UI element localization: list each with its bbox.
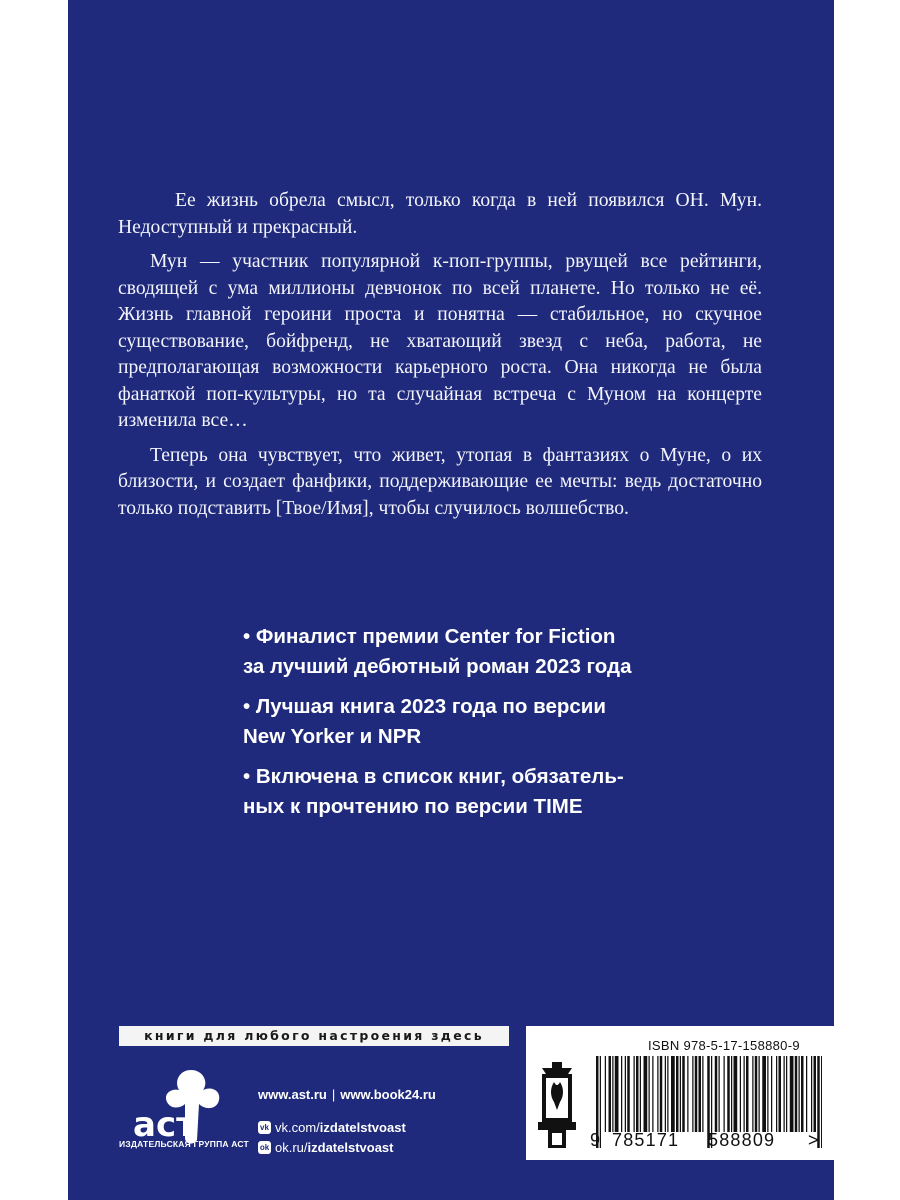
barcode-bar bbox=[640, 1056, 641, 1132]
barcode-bar bbox=[734, 1056, 738, 1132]
barcode-digit-group: 785171 bbox=[612, 1130, 680, 1150]
website-links bbox=[258, 1087, 528, 1117]
ok-icon: ok bbox=[259, 1142, 270, 1152]
barcode-bar bbox=[727, 1056, 730, 1132]
barcode-bar bbox=[811, 1056, 812, 1132]
awards-list bbox=[243, 622, 763, 832]
barcode-bar bbox=[682, 1056, 685, 1132]
barcode-bar bbox=[746, 1056, 749, 1132]
award-line: • Лучшая книга 2023 года по версии bbox=[243, 695, 606, 718]
barcode-bar bbox=[621, 1056, 622, 1132]
barcode-bar bbox=[612, 1056, 613, 1132]
barcode-digit-end: > bbox=[808, 1130, 820, 1150]
barcode-bar bbox=[605, 1056, 606, 1132]
website-link-ast[interactable]: www.ast.ru bbox=[258, 1087, 327, 1102]
barcode-bar bbox=[699, 1056, 702, 1132]
barcode-digit-group: 588809 bbox=[708, 1130, 776, 1150]
barcode-bar bbox=[627, 1056, 630, 1132]
barcode-bar bbox=[660, 1056, 663, 1132]
barcode-bar bbox=[759, 1056, 760, 1132]
barcode-bar bbox=[625, 1056, 626, 1132]
award-item bbox=[243, 762, 763, 822]
barcode-bar bbox=[676, 1056, 679, 1132]
barcode-bar bbox=[724, 1056, 725, 1132]
slogan-banner: книги для любого настроения здесь bbox=[119, 1026, 509, 1046]
barcode-bar bbox=[649, 1056, 650, 1132]
book-back-cover bbox=[68, 0, 834, 1200]
barcode-bar bbox=[784, 1056, 785, 1132]
annotation-paragraph: Мун — участник популярной к-поп-группы, рвущей все рейтинги, сводящей с ума миллионы девчонок по всей планете. Но только не её. Жизнь главной героини проста и понятна — стабильное, но скучное существование, бойфренд, не хватающий звезд с неба, работа, не предполагающая возможности карьерного роста. Она никогда не была фанаткой поп-культуры, но та случайная встреча с Муном на концерте изменила все… bbox=[118, 251, 762, 431]
vk-link[interactable] bbox=[258, 1117, 528, 1137]
isbn-barcode-box bbox=[526, 1026, 834, 1160]
lamp-icon bbox=[532, 1060, 582, 1152]
award-line: • Включена в список книг, обязатель- bbox=[243, 765, 624, 788]
barcode-digit-first: 9 bbox=[590, 1130, 602, 1150]
barcode-bar bbox=[644, 1056, 648, 1132]
barcode-bar bbox=[776, 1056, 777, 1132]
barcode-bar bbox=[687, 1056, 688, 1132]
barcode-bar bbox=[657, 1056, 658, 1132]
ok-handle: izdatelstvoast bbox=[307, 1139, 394, 1155]
barcode-bar bbox=[740, 1056, 741, 1132]
barcode-bar bbox=[695, 1056, 698, 1132]
annotation-paragraph: Ее жизнь обрела смысл, только когда в ней появился ОН. Мун. Недоступный и прекрасный. bbox=[118, 190, 762, 238]
barcode-bar bbox=[755, 1056, 758, 1132]
barcode-bar bbox=[715, 1056, 718, 1132]
logo-wordmark: аст bbox=[133, 1105, 196, 1145]
award-line: ных к прочтению по версии TIME bbox=[243, 795, 583, 818]
barcode-bar bbox=[762, 1056, 766, 1132]
barcode-bar bbox=[752, 1056, 753, 1132]
barcode-bar bbox=[652, 1056, 653, 1132]
award-item bbox=[243, 692, 763, 752]
barcode-bar bbox=[790, 1056, 794, 1132]
barcode-bar bbox=[771, 1056, 772, 1132]
barcode-bar bbox=[821, 1056, 822, 1148]
barcode-bar bbox=[634, 1056, 635, 1132]
website-link-book24[interactable]: www.book24.ru bbox=[340, 1087, 436, 1102]
award-line: New Yorker и NPR bbox=[243, 725, 422, 748]
barcode-bar bbox=[615, 1056, 619, 1132]
barcode-bar bbox=[665, 1056, 666, 1132]
barcode-bar bbox=[609, 1056, 612, 1132]
barcode-bar bbox=[779, 1056, 782, 1132]
vk-icon: vk bbox=[258, 1121, 271, 1134]
vk-prefix: vk.com/ bbox=[275, 1119, 320, 1135]
award-item bbox=[243, 622, 763, 682]
barcode-bar bbox=[786, 1056, 787, 1132]
award-line: • Финалист премии Center for Fiction bbox=[243, 625, 616, 648]
barcode-bar bbox=[801, 1056, 804, 1132]
barcode-bar bbox=[744, 1056, 745, 1132]
barcode-bar bbox=[680, 1056, 681, 1132]
barcode-bar bbox=[636, 1056, 639, 1132]
barcode-bar bbox=[799, 1056, 800, 1132]
barcode-bar bbox=[692, 1056, 693, 1132]
barcode-bar bbox=[671, 1056, 675, 1132]
barcode-bar bbox=[719, 1056, 720, 1132]
ok-prefix: ok.ru/ bbox=[275, 1139, 308, 1155]
publisher-contacts bbox=[258, 1087, 528, 1157]
link-separator: | bbox=[331, 1087, 336, 1102]
award-line: за лучший дебютный роман 2023 года bbox=[243, 655, 632, 678]
barcode-bar bbox=[795, 1056, 798, 1132]
barcode-bar bbox=[806, 1056, 807, 1132]
annotation-paragraph: Теперь она чувствует, что живет, утопая в фантазиях о Муне, о их близости, и создает фанфики, поддерживающие ее мечты: ведь достаточно только подставить [Твое/Имя], чтобы случилось волшебство. bbox=[118, 444, 762, 519]
barcode-bar bbox=[814, 1056, 817, 1132]
barcode-bar bbox=[667, 1056, 668, 1132]
publisher-caption: ИЗДАТЕЛЬСКАЯ ГРУППА АСТ bbox=[119, 1139, 249, 1149]
barcode-bar bbox=[767, 1056, 768, 1132]
isbn-label: ISBN 978-5-17-158880-9 bbox=[648, 1038, 800, 1053]
barcode-bar bbox=[702, 1056, 703, 1132]
vk-handle: izdatelstvoast bbox=[319, 1119, 406, 1135]
book-annotation bbox=[118, 188, 762, 530]
ok-link[interactable] bbox=[258, 1137, 528, 1157]
barcode-bar bbox=[731, 1056, 732, 1132]
